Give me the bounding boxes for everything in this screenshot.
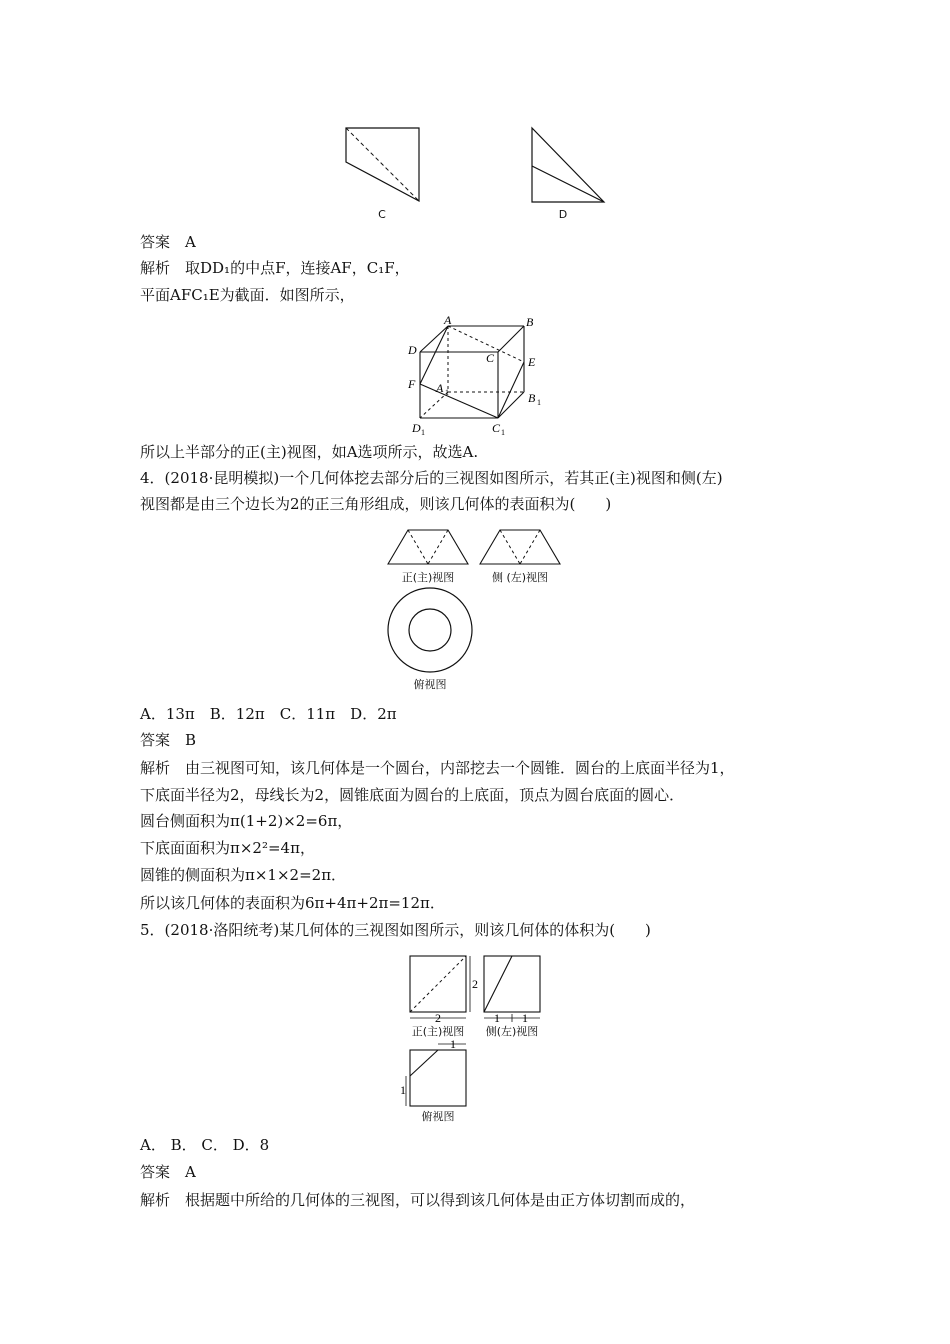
analysis-3-conclusion: 所以上半部分的正(主)视图，如A选项所示，故选A. [140, 443, 479, 461]
q5-options: A． B． C． D．8 [140, 1136, 270, 1154]
q5-dim-top-width: 1 [450, 1037, 456, 1051]
analysis-4-line6: 所以该几何体的表面积为6π+4π+2π=12π． [140, 894, 445, 912]
q5-dim-front-width: 2 [435, 1011, 441, 1025]
answer-4: 答案 B [140, 731, 197, 749]
analysis-4-line5: 圆锥的侧面积为π×1×2=2π． [140, 866, 347, 884]
analysis-4-line4: 下底面面积为π×2²=4π， [140, 839, 315, 857]
q5-dim-side-left: 1 [494, 1011, 500, 1025]
q4-front-caption: 正(主)视图 [401, 571, 455, 584]
cube-section-figure [400, 314, 550, 436]
q5-side-caption: 侧(左)视图 [485, 1025, 539, 1038]
cube-sub-a1: 1 [445, 388, 449, 397]
cube-label-a1: A [436, 381, 444, 395]
question-4-line1: 4．(2018·昆明模拟)一个几何体挖去部分后的三视图如图所示，若其正(主)视图和侧(左) [140, 469, 723, 487]
option-d-figure [525, 124, 615, 224]
analysis-5-line1: 解析 根据题中所给的几何体的三视图，可以得到该几何体是由正方体切割而成的， [140, 1191, 696, 1209]
cube-label-a: A [444, 313, 452, 327]
option-c-figure [340, 124, 430, 224]
cube-sub-d1: 1 [421, 428, 425, 437]
q4-three-views-figure [380, 522, 570, 694]
q4-options: A．13π B．12π C．11π D．2π [140, 705, 397, 723]
cube-label-c1: C [492, 421, 501, 435]
cube-label-c: C [486, 351, 495, 365]
analysis-4-line2: 下底面半径为2，母线长为2，圆锥底面为圆台的上底面，顶点为圆台底面的圆心． [140, 786, 685, 804]
option-d-label: D [558, 208, 568, 221]
cube-label-b: B [526, 315, 534, 329]
option-c-label: C [378, 208, 386, 221]
answer-5: 答案 A [140, 1163, 196, 1181]
question-4-line2: 视图都是由三个边长为2的正三角形组成，则该几何体的表面积为( ) [140, 495, 612, 513]
cube-sub-c1: 1 [501, 428, 505, 437]
q5-front-caption: 正(主)视图 [411, 1025, 465, 1038]
q5-dim-height: 2 [472, 977, 478, 991]
q5-dim-side-right: 1 [522, 1011, 528, 1025]
q4-side-caption: 侧 (左)视图 [491, 571, 549, 584]
answer-3: 答案 A [140, 233, 196, 251]
question-5: 5．(2018·洛阳统考)某几何体的三视图如图所示，则该几何体的体积为( ) [140, 921, 651, 939]
analysis-3-line2: 平面AFC₁E为截面．如图所示， [140, 286, 355, 304]
cube-label-d1: D [412, 421, 421, 435]
cube-label-e: E [528, 355, 536, 369]
cube-label-d: D [408, 343, 417, 357]
analysis-3-line1: 解析 取DD₁的中点F，连接AF，C₁F， [140, 259, 410, 277]
cube-label-f: F [408, 377, 416, 391]
q4-top-caption: 俯视图 [413, 678, 447, 691]
q5-three-views-figure [400, 952, 554, 1124]
analysis-4-line3: 圆台侧面积为π(1+2)×2=6π， [140, 812, 353, 830]
q5-dim-top-height: 1 [400, 1083, 406, 1097]
cube-sub-b1: 1 [537, 398, 541, 407]
q5-top-caption: 俯视图 [421, 1110, 455, 1123]
analysis-4-line1: 解析 由三视图可知，该几何体是一个圆台，内部挖去一个圆锥．圆台的上底面半径为1， [140, 759, 735, 777]
cube-label-b1: B [528, 391, 536, 405]
